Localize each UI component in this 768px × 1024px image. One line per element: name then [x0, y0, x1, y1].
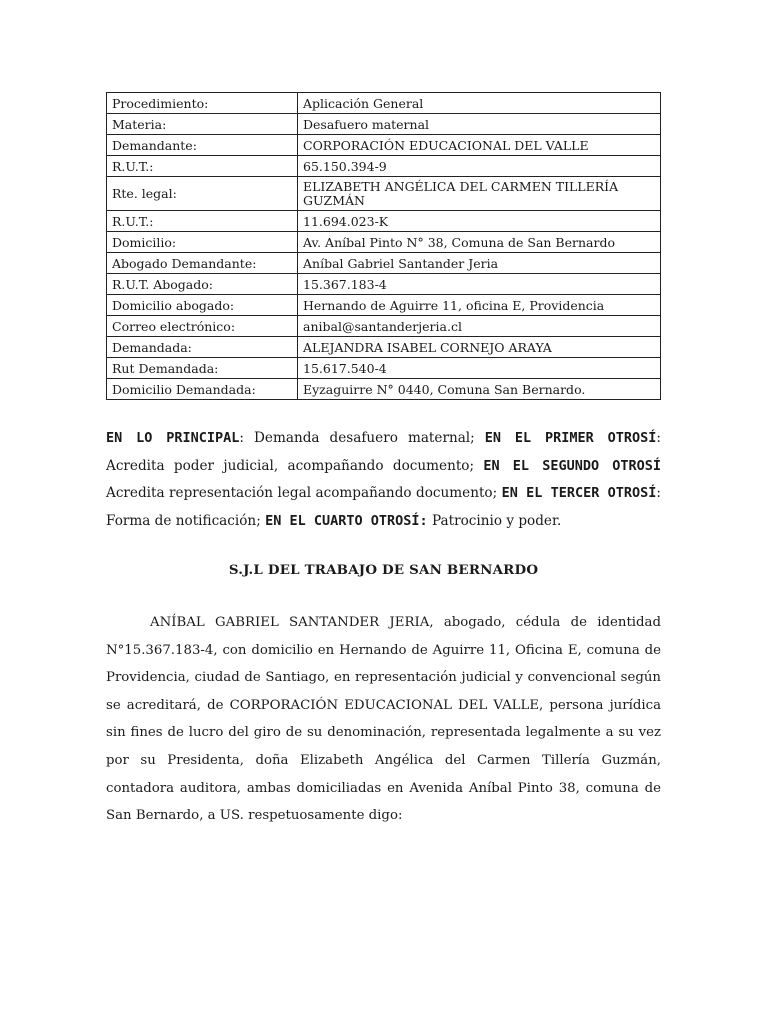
summary-heading-principal: EN LO PRINCIPAL: [106, 430, 240, 446]
row-label: R.U.T.:: [107, 156, 298, 177]
row-label: Rte. legal:: [107, 177, 298, 211]
summary-text-segundo-otrosi: Acredita representación legal acompañando documento;: [106, 485, 502, 501]
row-value: Hernando de Aguirre 11, oficina E, Providencia: [298, 295, 661, 316]
summary-text-cuarto-otrosi: Patrocinio y poder.: [427, 512, 562, 529]
row-label: Abogado Demandante:: [107, 253, 298, 274]
summary-paragraph: [106, 425, 661, 535]
row-label: Domicilio abogado:: [107, 295, 298, 316]
summary-heading-tercer-otrosi: EN EL TERCER OTROSÍ: [501, 485, 657, 501]
table-row: [107, 93, 661, 114]
summary-text-primer-otrosi: : Acredita poder judicial, acompañando documento;: [106, 430, 661, 474]
row-value: Eyzaguirre N° 0440, Comuna San Bernardo.: [298, 379, 661, 400]
table-row: [107, 274, 661, 295]
document-page: [106, 92, 661, 830]
row-value: anibal@santanderjeria.cl: [298, 316, 661, 337]
row-label: Procedimiento:: [107, 93, 298, 114]
row-label: Demandada:: [107, 337, 298, 358]
row-label: Domicilio:: [107, 232, 298, 253]
row-label: Rut Demandada:: [107, 358, 298, 379]
table-row: [107, 358, 661, 379]
row-label: Materia:: [107, 114, 298, 135]
case-info-table: [106, 92, 661, 400]
table-row: [107, 379, 661, 400]
summary-text-principal: : Demanda desafuero maternal;: [239, 430, 485, 446]
row-value: 15.367.183-4: [298, 274, 661, 295]
row-value: Av. Aníbal Pinto N° 38, Comuna de San Bernardo: [298, 232, 661, 253]
table-row: [107, 232, 661, 253]
table-row: [107, 337, 661, 358]
table-row: [107, 135, 661, 156]
row-value: ELIZABETH ANGÉLICA DEL CARMEN TILLERÍA GUZMÁN: [298, 177, 661, 211]
row-label: R.U.T. Abogado:: [107, 274, 298, 295]
row-label: Demandante:: [107, 135, 298, 156]
row-value: ALEJANDRA ISABEL CORNEJO ARAYA: [298, 337, 661, 358]
table-row: [107, 177, 661, 211]
summary-heading-segundo-otrosi: EN EL SEGUNDO OTROSÍ: [483, 457, 661, 474]
summary-text-tercer-otrosi: : Forma de notificación;: [106, 485, 661, 529]
row-label: Correo electrónico:: [107, 316, 298, 337]
table-row: [107, 156, 661, 177]
row-value: 65.150.394-9: [298, 156, 661, 177]
row-label: Domicilio Demandada:: [107, 379, 298, 400]
row-value: Aníbal Gabriel Santander Jeria: [298, 253, 661, 274]
summary-heading-primer-otrosi: EN EL PRIMER OTROSÍ: [484, 430, 657, 446]
table-row: [107, 253, 661, 274]
row-value: CORPORACIÓN EDUCACIONAL DEL VALLE: [298, 135, 661, 156]
row-value: Desafuero maternal: [298, 114, 661, 135]
court-heading: S.J.L DEL TRABAJO DE SAN BERNARDO: [228, 562, 539, 578]
row-value: 11.694.023-K: [298, 211, 661, 232]
row-value: Aplicación General: [298, 93, 661, 114]
table-row: [107, 211, 661, 232]
row-label: R.U.T.:: [107, 211, 298, 232]
table-row: [107, 114, 661, 135]
summary-heading-cuarto-otrosi: EN EL CUARTO OTROSÍ:: [265, 512, 428, 529]
table-row: [107, 295, 661, 316]
table-row: [107, 316, 661, 337]
row-value: 15.617.540-4: [298, 358, 661, 379]
body-paragraph: ANÍBAL GABRIEL SANTANDER JERIA, abogado, cédula de identidad N°15.367.183-4, con domicilio en Hernando de Aguirre 11, Oficina E, comuna de Providencia, ciudad de Santiago, en representación judicial y convencional según se acreditará, de CORPORACIÓN EDUCACIONAL DEL VALLE, persona jurídica sin fines de lucro del giro de su denominación, representada legalmente a su vez por su Presidenta, doña Elizabeth Angélica del Carmen Tillería Guzmán, contadora auditora, ambas domiciliadas en Avenida Aníbal Pinto 38, comuna de San Bernardo, a US. respetuosamente digo:: [106, 615, 661, 824]
